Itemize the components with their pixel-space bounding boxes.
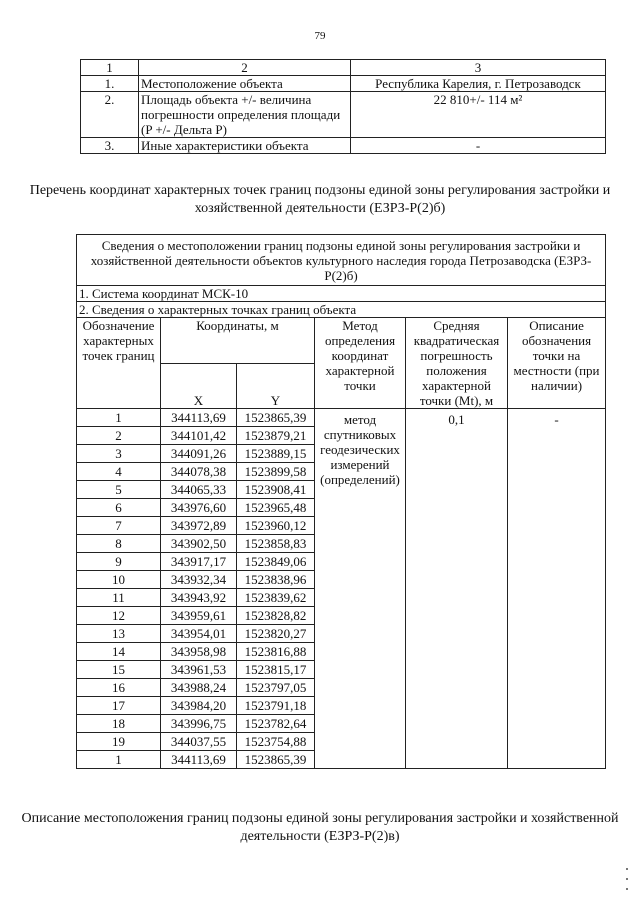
point-y: 1523816,88 bbox=[237, 643, 315, 661]
point-x: 343972,89 bbox=[161, 517, 237, 535]
description-value: - bbox=[508, 409, 606, 769]
object-info-table bbox=[80, 59, 606, 154]
point-number: 8 bbox=[77, 535, 161, 553]
point-y: 1523791,18 bbox=[237, 697, 315, 715]
point-y: 1523797,05 bbox=[237, 679, 315, 697]
table-row bbox=[81, 92, 606, 138]
point-x: 344078,38 bbox=[161, 463, 237, 481]
header-designation: Обозначение характерных точек границ bbox=[77, 318, 161, 409]
point-number: 11 bbox=[77, 589, 161, 607]
margin-mark bbox=[626, 888, 628, 890]
point-number: 12 bbox=[77, 607, 161, 625]
point-y: 1523879,21 bbox=[237, 427, 315, 445]
point-x: 343917,17 bbox=[161, 553, 237, 571]
point-y: 1523908,41 bbox=[237, 481, 315, 499]
point-x: 343958,98 bbox=[161, 643, 237, 661]
point-number: 14 bbox=[77, 643, 161, 661]
point-x: 343932,34 bbox=[161, 571, 237, 589]
point-x: 343959,61 bbox=[161, 607, 237, 625]
point-y: 1523865,39 bbox=[237, 751, 315, 769]
point-number: 1 bbox=[77, 409, 161, 427]
point-y: 1523865,39 bbox=[237, 409, 315, 427]
point-x: 343954,01 bbox=[161, 625, 237, 643]
point-y: 1523839,62 bbox=[237, 589, 315, 607]
header-description: Описание обозначения точки на местности (при наличии) bbox=[508, 318, 606, 409]
table-row bbox=[81, 76, 606, 92]
header-method: Метод определения координат характерной точки bbox=[315, 318, 406, 409]
point-y: 1523754,88 bbox=[237, 733, 315, 751]
point-y: 1523960,12 bbox=[237, 517, 315, 535]
point-number: 6 bbox=[77, 499, 161, 517]
point-x: 343976,60 bbox=[161, 499, 237, 517]
row-label: Иные характеристики объекта bbox=[139, 138, 351, 154]
row-value: Республика Карелия, г. Петрозаводск bbox=[351, 76, 606, 92]
error-value: 0,1 bbox=[406, 409, 508, 769]
point-x: 344065,33 bbox=[161, 481, 237, 499]
row-number: 2. bbox=[81, 92, 139, 138]
point-number: 17 bbox=[77, 697, 161, 715]
point-number: 3 bbox=[77, 445, 161, 463]
point-x: 344113,69 bbox=[161, 751, 237, 769]
header-y: Y bbox=[237, 363, 315, 409]
point-x: 343996,75 bbox=[161, 715, 237, 733]
point-x: 344101,42 bbox=[161, 427, 237, 445]
header-x: X bbox=[161, 363, 237, 409]
table-row bbox=[81, 138, 606, 154]
point-x: 343984,20 bbox=[161, 697, 237, 715]
coordinate-system-row: 1. Система координат МСК-10 bbox=[77, 286, 606, 302]
point-x: 343961,53 bbox=[161, 661, 237, 679]
coordinates-list-caption: Перечень координат характерных точек границ подзоны единой зоны регулирования застройки и хозяйственной деятельности (ЕЗРЗ-Р(2)б) bbox=[29, 183, 611, 216]
point-y: 1523889,15 bbox=[237, 445, 315, 463]
point-y: 1523965,48 bbox=[237, 499, 315, 517]
boundary-points-table bbox=[76, 234, 606, 769]
header-error: Средняя квадратическая погрешность положения характерной точки (Mt), м bbox=[406, 318, 508, 409]
point-y: 1523899,58 bbox=[237, 463, 315, 481]
point-number: 19 bbox=[77, 733, 161, 751]
point-number: 18 bbox=[77, 715, 161, 733]
point-x: 343988,24 bbox=[161, 679, 237, 697]
point-y: 1523838,96 bbox=[237, 571, 315, 589]
point-y: 1523820,27 bbox=[237, 625, 315, 643]
method-value: метод спутниковых геодезических измерений (определений) bbox=[315, 409, 406, 769]
col-header-1: 1 bbox=[81, 60, 139, 76]
point-number: 10 bbox=[77, 571, 161, 589]
margin-mark bbox=[626, 878, 628, 880]
point-number: 15 bbox=[77, 661, 161, 679]
col-header-3: 3 bbox=[351, 60, 606, 76]
next-section-caption: Описание местоположения границ подзоны единой зоны регулирования застройки и хозяйственной деятельности (ЕЗРЗ-Р(2)в) bbox=[21, 811, 619, 844]
page-number: 79 bbox=[314, 30, 326, 42]
point-y: 1523828,82 bbox=[237, 607, 315, 625]
point-y: 1523782,64 bbox=[237, 715, 315, 733]
points-info-row: 2. Сведения о характерных точках границ объекта bbox=[77, 302, 606, 318]
row-number: 3. bbox=[81, 138, 139, 154]
table-title: Сведения о местоположении границ подзоны единой зоны регулирования застройки и хозяйственной деятельности объектов культурного наследия города Петрозаводска (ЕЗРЗ-Р(2)б) bbox=[77, 235, 606, 286]
point-number: 1 bbox=[77, 751, 161, 769]
point-y: 1523849,06 bbox=[237, 553, 315, 571]
point-x: 344091,26 bbox=[161, 445, 237, 463]
row-label: Площадь объекта +/- величина погрешности определения площади (P +/- Дельта P) bbox=[139, 92, 351, 138]
point-x: 344037,55 bbox=[161, 733, 237, 751]
margin-mark bbox=[626, 868, 628, 870]
point-number: 4 bbox=[77, 463, 161, 481]
point-y: 1523858,83 bbox=[237, 535, 315, 553]
point-number: 5 bbox=[77, 481, 161, 499]
row-value: 22 810+/- 114 м² bbox=[351, 92, 606, 138]
point-number: 9 bbox=[77, 553, 161, 571]
header-coordinates: Координаты, м bbox=[161, 318, 315, 364]
col-header-2: 2 bbox=[139, 60, 351, 76]
point-number: 13 bbox=[77, 625, 161, 643]
point-y: 1523815,17 bbox=[237, 661, 315, 679]
point-x: 344113,69 bbox=[161, 409, 237, 427]
row-number: 1. bbox=[81, 76, 139, 92]
point-number: 2 bbox=[77, 427, 161, 445]
point-x: 343943,92 bbox=[161, 589, 237, 607]
point-number: 7 bbox=[77, 517, 161, 535]
table-row bbox=[77, 409, 606, 427]
row-label: Местоположение объекта bbox=[139, 76, 351, 92]
row-value: - bbox=[351, 138, 606, 154]
table-header-row bbox=[81, 60, 606, 76]
point-x: 343902,50 bbox=[161, 535, 237, 553]
point-number: 16 bbox=[77, 679, 161, 697]
